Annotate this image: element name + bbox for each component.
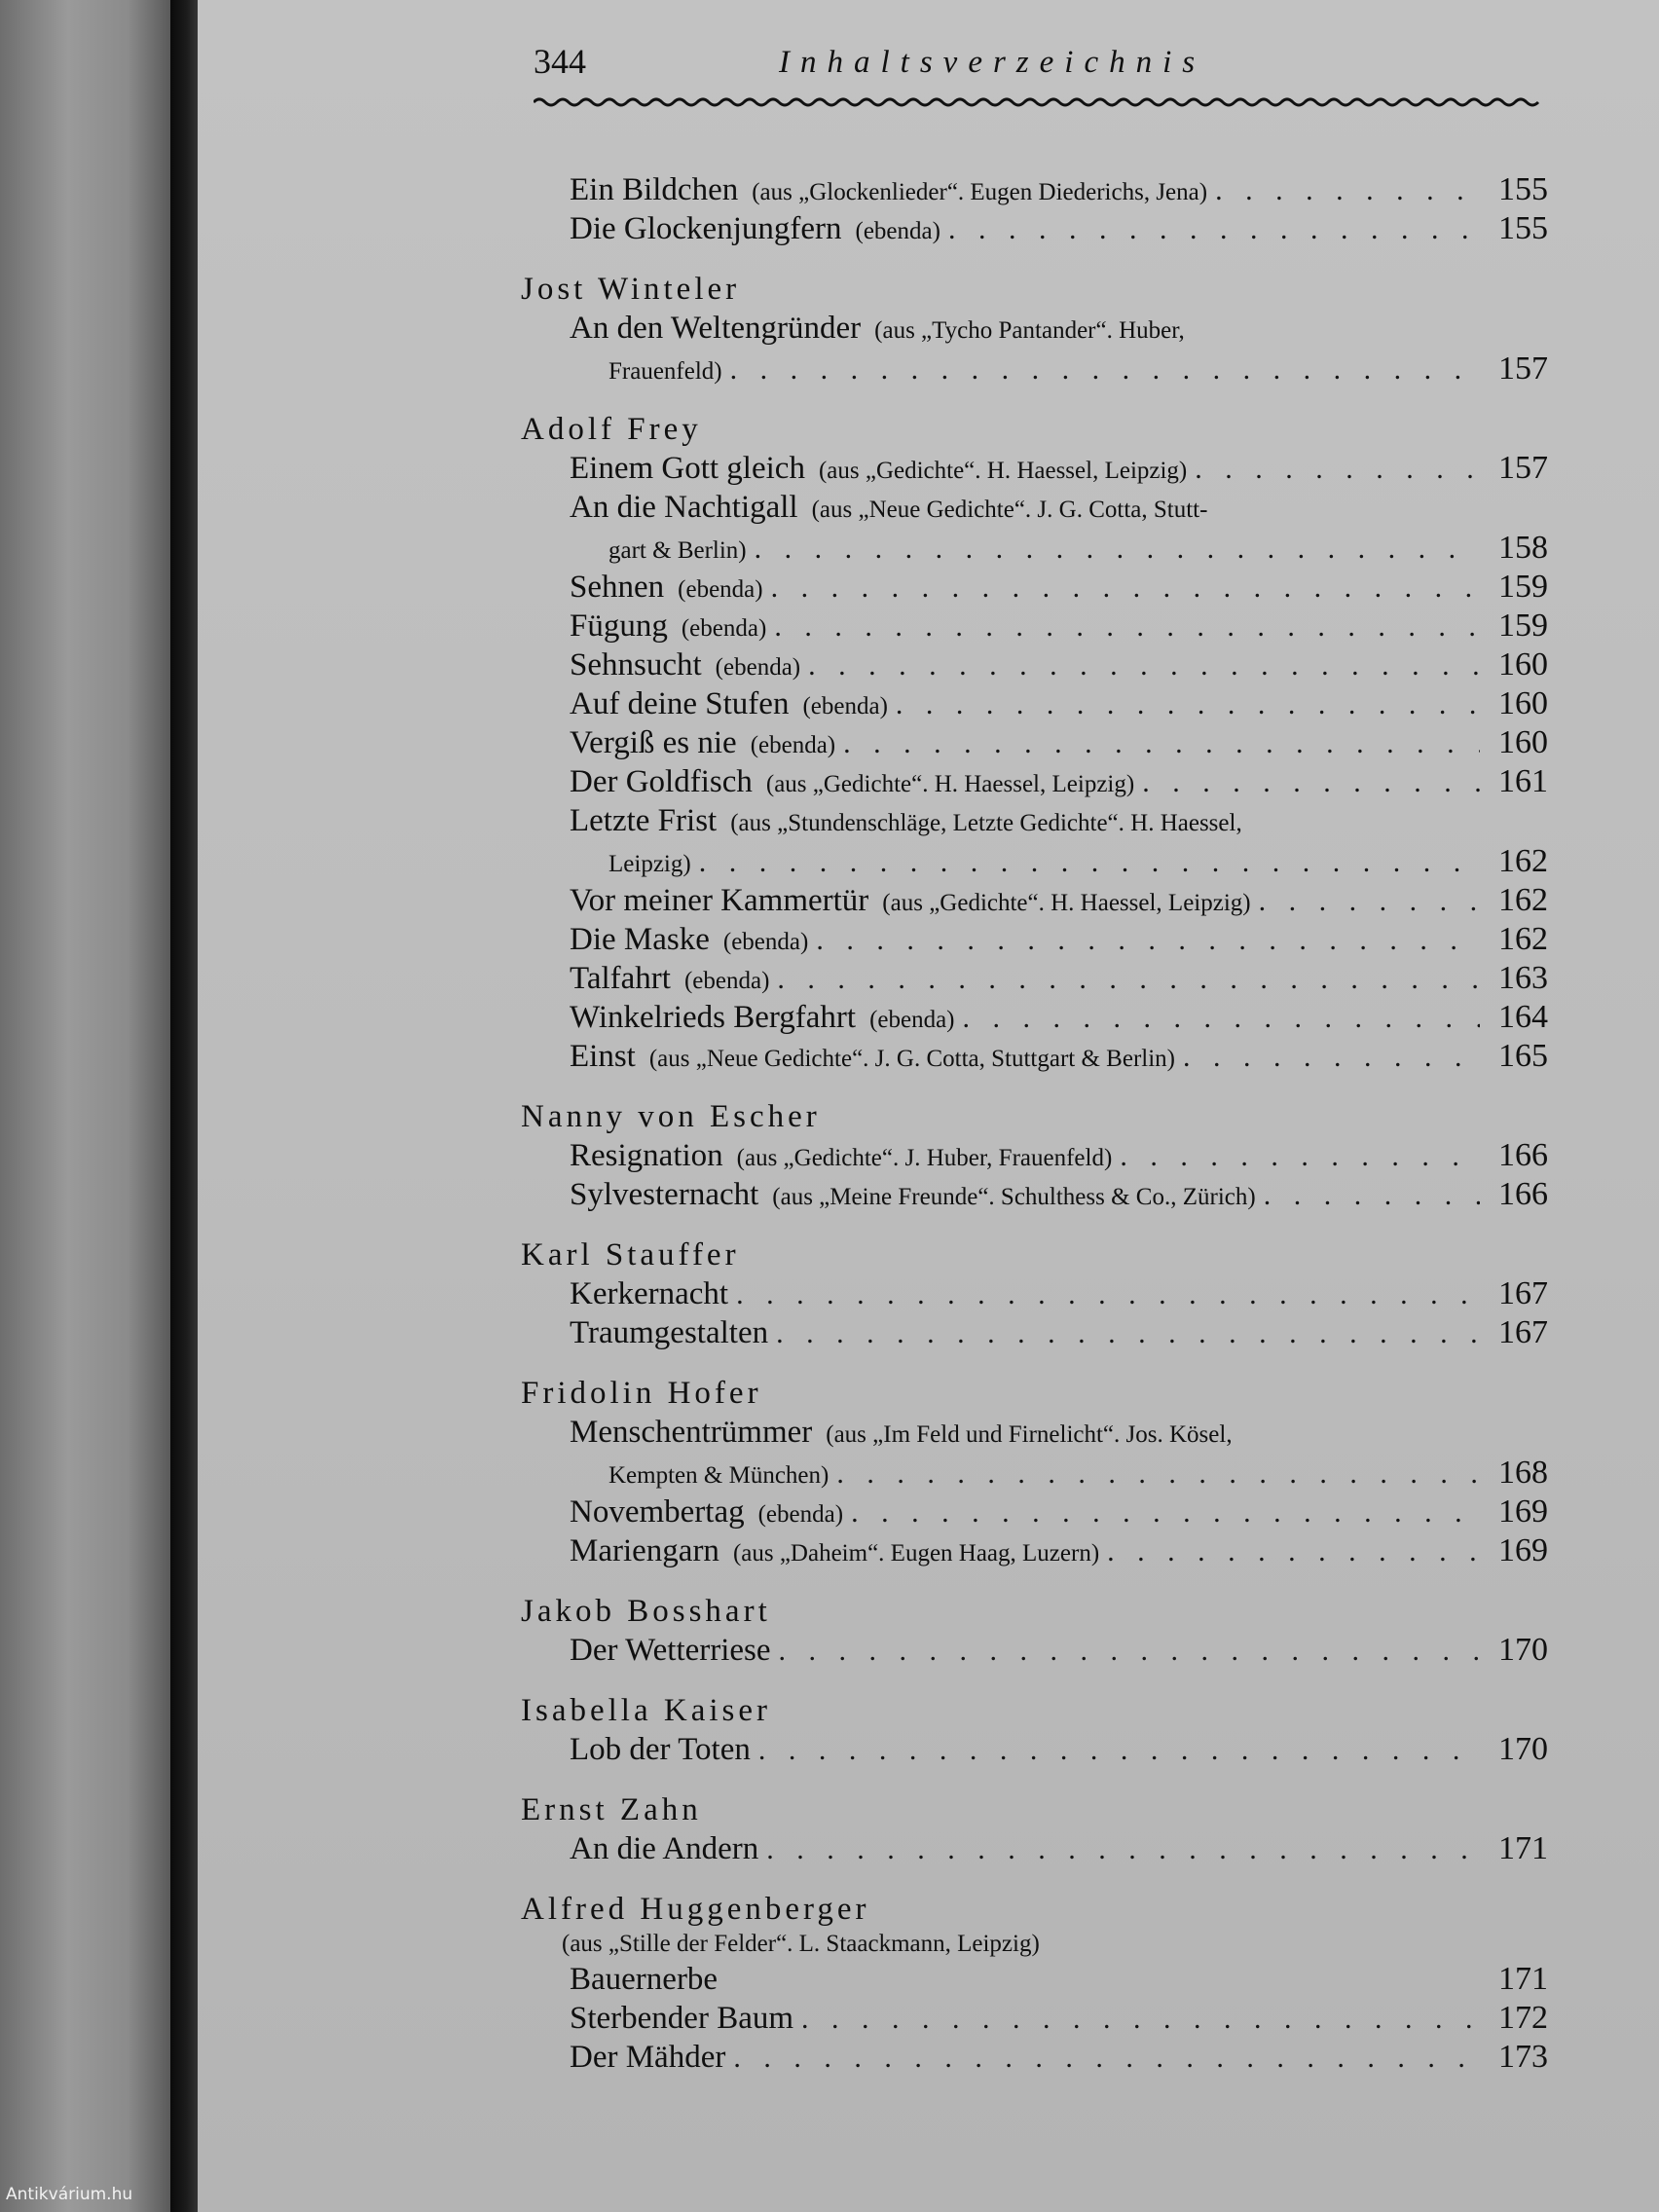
entry-source: (ebenda) xyxy=(757,1501,844,1528)
entry-title: An den Weltengründer xyxy=(570,311,862,346)
entry-title: Einem Gott gleich xyxy=(570,451,805,486)
toc-section xyxy=(521,1890,1548,2077)
toc-entry-continuation[interactable] xyxy=(521,350,1548,388)
section-gap xyxy=(521,388,1548,410)
dot-leader xyxy=(779,1632,1480,1671)
toc-section xyxy=(521,170,1548,248)
entry-title: Lob der Toten xyxy=(570,1732,751,1767)
toc-entry[interactable] xyxy=(521,920,1548,959)
entry-page-number: 159 xyxy=(1498,569,1548,605)
entry-title: Winkelrieds Bergfahrt xyxy=(570,1000,857,1035)
entry-page-number: 170 xyxy=(1498,1632,1548,1668)
toc-entry[interactable] xyxy=(521,1313,1548,1352)
toc-section xyxy=(521,1691,1548,1769)
ornamental-rule xyxy=(534,94,1541,110)
entry-title: Sylvesternacht xyxy=(570,1177,759,1212)
dot-leader xyxy=(963,999,1480,1038)
toc-entry[interactable] xyxy=(521,1136,1548,1175)
entry-page-number: 160 xyxy=(1498,724,1548,760)
entry-page-number: 160 xyxy=(1498,685,1548,721)
entry-title: Auf deine Stufen xyxy=(570,686,790,721)
toc-section xyxy=(521,270,1548,388)
entry-source: (aus „Gedichte“. H. Haessel, Leipzig) xyxy=(882,890,1251,916)
dot-leader xyxy=(1183,1038,1480,1077)
author-heading: Jost Winteler xyxy=(521,272,741,307)
entry-source: (aus „Glockenlieder“. Eugen Diederichs, Jena) xyxy=(752,179,1208,205)
author-heading: Fridolin Hofer xyxy=(521,1376,762,1411)
entry-page-number: 166 xyxy=(1498,1137,1548,1173)
entry-title: An die Nachtigall xyxy=(570,490,798,525)
dot-leader xyxy=(801,2000,1480,2039)
entry-page-number: 171 xyxy=(1498,1961,1548,1997)
entry-source: (ebenda) xyxy=(678,576,763,603)
dot-leader xyxy=(816,921,1480,960)
entry-page-number: 169 xyxy=(1498,1493,1548,1530)
entry-title: Resignation xyxy=(570,1138,723,1173)
author-heading: Ernst Zahn xyxy=(521,1792,702,1827)
entry-title: Die Glockenjungfern xyxy=(570,211,842,246)
entry-source: (ebenda) xyxy=(869,1007,955,1033)
entry-title: Vor meiner Kammertür xyxy=(570,883,869,918)
section-gap xyxy=(521,1868,1548,1890)
toc-entry[interactable] xyxy=(521,1493,1548,1531)
entry-title: Vergiß es nie xyxy=(570,725,737,760)
toc-entry[interactable] xyxy=(521,801,1548,842)
section-gap xyxy=(521,1769,1548,1790)
toc-entry[interactable] xyxy=(521,645,1548,684)
dot-leader xyxy=(766,1830,1480,1869)
toc-entry[interactable] xyxy=(521,2038,1548,2077)
toc-entry[interactable] xyxy=(521,1413,1548,1454)
section-gap xyxy=(521,1570,1548,1592)
page-number: 344 xyxy=(534,42,586,81)
entry-page-number: 162 xyxy=(1498,843,1548,879)
toc-entry[interactable] xyxy=(521,1631,1548,1670)
dot-leader xyxy=(699,843,1480,882)
entry-page-number: 157 xyxy=(1498,350,1548,387)
dot-leader xyxy=(774,608,1480,646)
table-of-contents xyxy=(521,170,1548,2077)
author-heading: Jakob Bosshart xyxy=(521,1594,771,1629)
toc-section xyxy=(521,1374,1548,1570)
entry-page-number: 157 xyxy=(1498,450,1548,486)
entry-source: (aus „Gedichte“. H. Haessel, Leipzig) xyxy=(818,458,1188,484)
entry-title: Sehnen xyxy=(570,570,665,605)
entry-source-continuation: Frauenfeld) xyxy=(608,358,722,385)
toc-entry[interactable] xyxy=(521,723,1548,762)
toc-entry[interactable] xyxy=(521,488,1548,529)
entry-title: Letzte Frist xyxy=(570,803,718,838)
dot-leader xyxy=(776,1314,1480,1353)
entry-page-number: 166 xyxy=(1498,1176,1548,1212)
entry-page-number: 170 xyxy=(1498,1731,1548,1767)
entry-source: (aus „Stundenschläge, Letzte Gedichte“. H. Haessel, xyxy=(730,810,1242,836)
entry-source: (aus „Tycho Pantander“. Huber, xyxy=(874,317,1185,344)
entry-title: Der Goldfisch xyxy=(570,764,753,799)
entry-page-number: 158 xyxy=(1498,530,1548,566)
entry-title: Mariengarn xyxy=(570,1533,719,1568)
entry-title: Kerkernacht xyxy=(570,1276,729,1311)
toc-entry[interactable] xyxy=(521,1730,1548,1769)
author-heading: Alfred Huggenberger xyxy=(521,1892,870,1927)
dot-leader xyxy=(755,530,1480,569)
entry-page-number: 167 xyxy=(1498,1275,1548,1311)
entry-source-continuation: Kempten & München) xyxy=(608,1462,830,1489)
section-gap xyxy=(521,1670,1548,1691)
dot-leader xyxy=(777,960,1480,999)
dot-leader xyxy=(1142,763,1480,802)
entry-source: (aus „Gedichte“. J. Huber, Frauenfeld) xyxy=(736,1145,1113,1171)
dot-leader xyxy=(836,1455,1480,1493)
toc-entry[interactable] xyxy=(521,881,1548,920)
running-title: Inhaltsverzeichnis xyxy=(779,45,1206,80)
entry-title: Einst xyxy=(570,1039,636,1074)
dot-leader xyxy=(1120,1137,1480,1176)
dot-leader xyxy=(843,724,1480,763)
toc-entry-continuation[interactable] xyxy=(521,529,1548,568)
toc-entry[interactable] xyxy=(521,762,1548,801)
entry-title: Der Mähder xyxy=(570,2040,726,2075)
book-spine-shadow xyxy=(170,0,198,2212)
entry-page-number: 167 xyxy=(1498,1314,1548,1350)
entry-source: (ebenda) xyxy=(681,615,767,642)
toc-entry[interactable] xyxy=(521,449,1548,488)
author-heading: Nanny von Escher xyxy=(521,1099,821,1134)
dot-leader xyxy=(758,1731,1480,1770)
toc-entry[interactable] xyxy=(521,1829,1548,1868)
toc-entry[interactable] xyxy=(521,1960,1548,1999)
dot-leader xyxy=(733,2039,1480,2078)
toc-entry[interactable] xyxy=(521,607,1548,645)
entry-source: (aus „Daheim“. Eugen Haag, Luzern) xyxy=(732,1540,1100,1567)
toc-section xyxy=(521,1235,1548,1352)
toc-entry[interactable] xyxy=(521,959,1548,998)
entry-source: (aus „Im Feld und Firnelicht“. Jos. Kösel, xyxy=(826,1421,1233,1448)
entry-page-number: 161 xyxy=(1498,763,1548,799)
entry-page-number: 162 xyxy=(1498,882,1548,918)
entry-source: (aus „Meine Freunde“. Schulthess & Co., Zürich) xyxy=(772,1184,1256,1210)
toc-entry-continuation[interactable] xyxy=(521,1454,1548,1493)
entry-title: Menschentrümmer xyxy=(570,1415,813,1450)
entry-page-number: 171 xyxy=(1498,1830,1548,1866)
entry-title: Die Maske xyxy=(570,922,710,957)
book-binding-edge xyxy=(0,0,170,2212)
entry-source-continuation: gart & Berlin) xyxy=(608,537,747,564)
dot-leader xyxy=(730,350,1480,389)
entry-page-number: 160 xyxy=(1498,646,1548,682)
entry-title: Ein Bildchen xyxy=(570,172,739,207)
section-gap xyxy=(521,1214,1548,1235)
toc-entry[interactable] xyxy=(521,1999,1548,2038)
entry-source: (aus „Neue Gedichte“. J. G. Cotta, Stutt- xyxy=(811,497,1208,523)
entry-source: (aus „Neue Gedichte“. J. G. Cotta, Stuttgart & Berlin) xyxy=(648,1046,1175,1072)
page-header xyxy=(534,41,1541,119)
toc-entry[interactable] xyxy=(521,998,1548,1037)
entry-page-number: 165 xyxy=(1498,1038,1548,1074)
entry-page-number: 173 xyxy=(1498,2039,1548,2075)
toc-entry[interactable] xyxy=(521,1274,1548,1313)
watermark: Antikvárium.hu xyxy=(6,2185,133,2204)
dot-leader xyxy=(1264,1176,1480,1215)
dot-leader xyxy=(771,569,1480,608)
entry-source: (ebenda) xyxy=(802,693,888,719)
entry-title: Traumgestalten xyxy=(570,1315,769,1350)
entry-source: (ebenda) xyxy=(683,968,770,994)
entry-source: (ebenda) xyxy=(722,929,809,955)
entry-page-number: 155 xyxy=(1498,210,1548,246)
section-gap xyxy=(521,248,1548,270)
entry-source: (ebenda) xyxy=(750,732,836,758)
entry-source-continuation: Leipzig) xyxy=(608,851,691,877)
entry-title: An die Andern xyxy=(570,1831,759,1866)
dot-leader xyxy=(1195,450,1480,489)
entry-title: Sterbender Baum xyxy=(570,2001,794,2036)
author-heading: Karl Stauffer xyxy=(521,1237,740,1272)
author-heading: Isabella Kaiser xyxy=(521,1693,771,1728)
toc-entry[interactable] xyxy=(521,1175,1548,1214)
toc-entry[interactable] xyxy=(521,170,1548,209)
source-note-text: (aus „Stille der Felder“. L. Staackmann, Leipzig) xyxy=(562,1931,1040,1957)
dot-leader xyxy=(896,685,1480,724)
entry-source: (ebenda) xyxy=(855,218,940,244)
section-gap xyxy=(521,1352,1548,1374)
entry-page-number: 168 xyxy=(1498,1455,1548,1491)
entry-title: Sehnsucht xyxy=(570,647,702,682)
entry-page-number: 159 xyxy=(1498,608,1548,644)
entry-title: Der Wetterriese xyxy=(570,1633,771,1668)
toc-entry[interactable] xyxy=(521,309,1548,350)
dot-leader xyxy=(1259,882,1480,921)
entry-title: Bauernerbe xyxy=(570,1962,719,1997)
toc-entry[interactable] xyxy=(521,568,1548,607)
section-gap xyxy=(521,1076,1548,1097)
entry-title: Talfahrt xyxy=(570,961,671,996)
toc-section xyxy=(521,410,1548,1076)
toc-section xyxy=(521,1790,1548,1868)
section-source-note xyxy=(521,1929,1548,1960)
dot-leader xyxy=(948,210,1480,249)
toc-entry[interactable] xyxy=(521,1531,1548,1570)
entry-page-number: 169 xyxy=(1498,1532,1548,1568)
dot-leader xyxy=(851,1493,1480,1532)
author-heading: Adolf Frey xyxy=(521,412,702,447)
entry-page-number: 155 xyxy=(1498,171,1548,207)
toc-entry-continuation[interactable] xyxy=(521,842,1548,881)
toc-section xyxy=(521,1592,1548,1670)
toc-entry[interactable] xyxy=(521,1037,1548,1076)
dot-leader xyxy=(1215,171,1480,210)
toc-entry[interactable] xyxy=(521,209,1548,248)
entry-title: Fügung xyxy=(570,608,668,644)
dot-leader xyxy=(1107,1532,1480,1571)
entry-source: (aus „Gedichte“. H. Haessel, Leipzig) xyxy=(765,771,1135,797)
dot-leader xyxy=(808,646,1480,685)
entry-page-number: 164 xyxy=(1498,999,1548,1035)
entry-page-number: 163 xyxy=(1498,960,1548,996)
dot-leader xyxy=(736,1275,1480,1314)
entry-page-number: 162 xyxy=(1498,921,1548,957)
toc-entry[interactable] xyxy=(521,684,1548,723)
entry-source: (ebenda) xyxy=(715,654,801,681)
entry-page-number: 172 xyxy=(1498,2000,1548,2036)
toc-section xyxy=(521,1097,1548,1214)
entry-title: Novembertag xyxy=(570,1494,745,1530)
